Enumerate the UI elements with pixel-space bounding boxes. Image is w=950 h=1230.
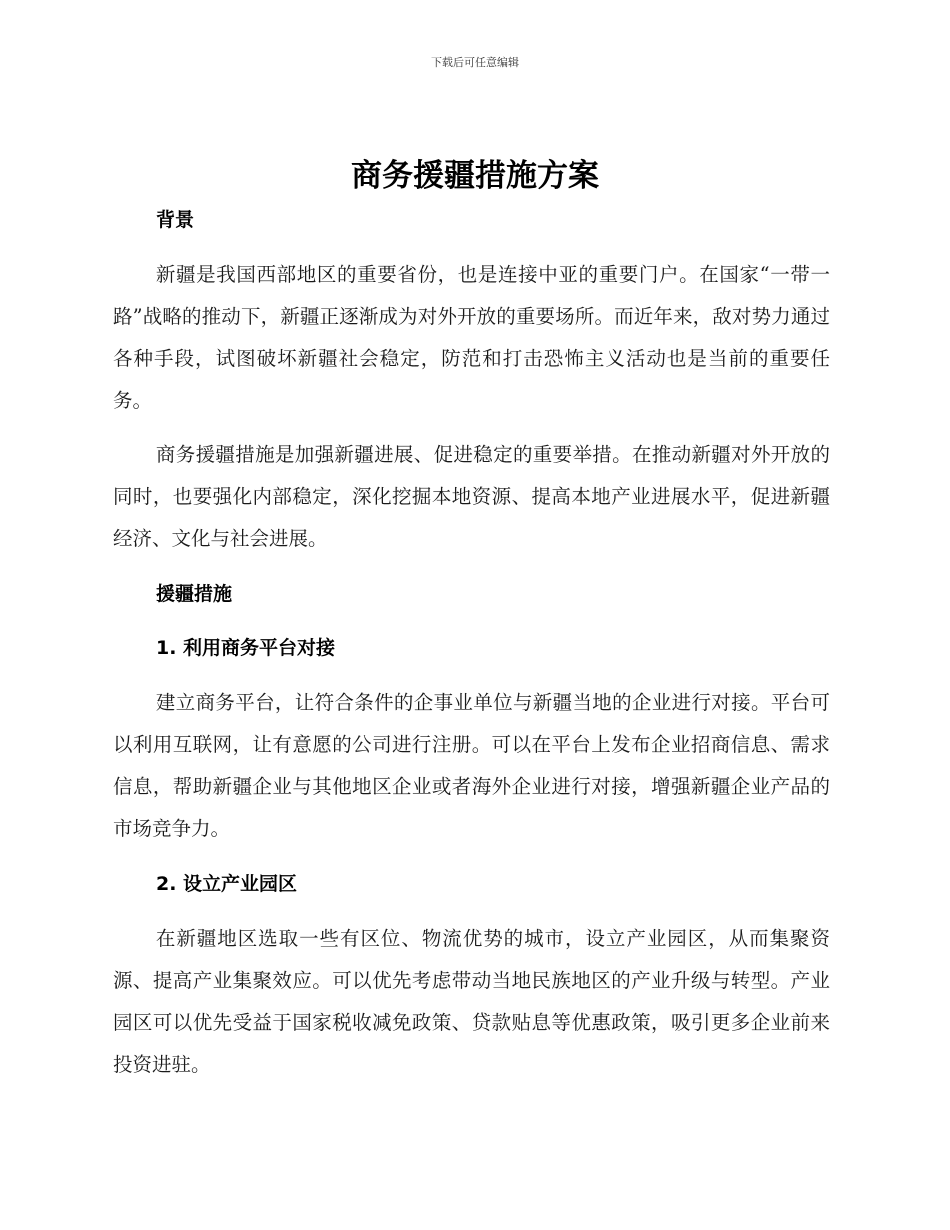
background-paragraph-2: 商务援疆措施是加强新疆进展、促进稳定的重要举措。在推动新疆对外开放的同时，也要强化内部稳定，深化挖掘本地资源、提高本地产业进展水平，促进新疆经济、文化与社会进展。 — [113, 443, 830, 550]
section-heading-measures: 援疆措施 — [156, 583, 233, 605]
measure-heading-1: 1. 利用商务平台对接 — [156, 637, 336, 659]
background-paragraph-1: 新疆是我国西部地区的重要省份，也是连接中亚的重要门户。在国家“一带一路”战略的推动下，新疆正逐渐成为对外开放的重要场所。而近年来，敌对势力通过各种手段，试图破坏新疆社会稳定，防范和打击恐怖主义活动也是当前的重要任务。 — [113, 263, 830, 412]
measure-paragraph-1: 建立商务平台，让符合条件的企事业单位与新疆当地的企业进行对接。平台可以利用互联网，让有意愿的公司进行注册。可以在平台上发布企业招商信息、需求信息，帮助新疆企业与其他地区企业或者海外企业进行对接，增强新疆企业产品的市场竞争力。 — [113, 691, 830, 840]
measure-heading-2: 2. 设立产业园区 — [156, 873, 298, 895]
section-heading-background: 背景 — [156, 209, 195, 231]
measure-paragraph-2: 在新疆地区选取一些有区位、物流优势的城市，设立产业园区，从而集聚资源、提高产业集聚效应。可以优先考虑带动当地民族地区的产业升级与转型。产业园区可以优先受益于国家税收减免政策、贷款贴息等优惠政策，吸引更多企业前来投资进驻。 — [113, 927, 830, 1076]
document-body — [113, 200, 830, 1086]
document-title: 商务援疆措施方案 — [351, 158, 599, 194]
header-note: 下载后可任意编辑 — [431, 56, 519, 69]
